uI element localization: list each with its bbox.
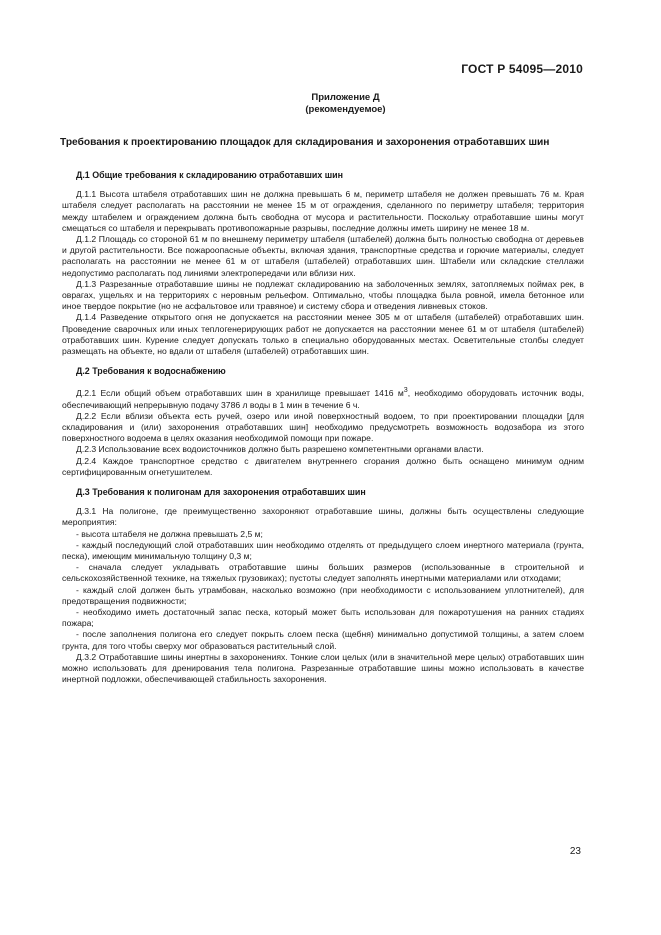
paragraph-d1-4: Д.1.4 Разведение открытого огня не допускается на расстоянии менее 305 м от штабеля (штабелей) отработавших шин. Проведение сварочных или иных теплогенерирующих работ не допускается на расстоянии менее 61 м от штабеля (штабелей) отработавших шин. Курение следует допускать только в специально оборудованных местах. Осветительные столбы следует размещать на объекте, но вдали от штабеля (штабелей) отработавших шин.	[62, 312, 584, 357]
paragraph-d1-2: Д.1.2 Площадь со стороной 61 м по внешнему периметру штабеля (штабелей) должна быть полностью свободна от деревьев и другой растительности. Все пожароопасные объекты, включая здания, транспортные средства и горючие материалы, следует располагать на расстоянии не менее 61 м от штабеля (штабелей) отработавших шин. Штабели или складские стеллажи недопустимо располагать под линиями электропередачи или вблизи них.	[62, 234, 584, 278]
paragraph-d2-3: Д.2.3 Использование всех водоисточников должно быть разрешено компетентными органами власти.	[76, 444, 484, 455]
main-title: Требования к проектированию площадок для складирования и захоронения отработавших шин	[60, 137, 550, 148]
paragraph-d1-1: Д.1.1 Высота штабеля отработавших шин не должна превышать 6 м, периметр штабеля не должен превышать 76 м. Края штабеля следует располагать на расстоянии не менее 15 м от ограждения, сделанного по периметру штабеля; территория между штабелем и ограждением должна быть свободна от мусора и растительности. Поскольку отработавшие шины могут смещаться со штабеля и перекрывать противопожарные разрывы, последние должны иметь ширину не менее 18 м.	[62, 189, 584, 233]
section-heading-d2: Д.2 Требования к водоснабжению	[76, 366, 226, 377]
standard-number: ГОСТ Р 54095—2010	[461, 62, 583, 76]
paragraph-d2-1-text-b: , необходимо оборудовать источник воды, обеспечивающий непрерывную подачу 3786 л воды в 1 мин в течение 6 ч.	[62, 388, 584, 410]
paragraph-d2-2: Д.2.2 Если вблизи объекта есть ручей, озеро или иной поверхностный водоем, то при проектировании площадки [для складирования и (или) захоронения отработавших шин] необходимо предусмотреть возможность водозабора из этого поверхностного водоема в целях оказания необходимой помощи при пожаре.	[62, 410, 584, 444]
superscript-cubic: 3	[403, 386, 408, 395]
paragraph-d2-4: Д.2.4 Каждое транспортное средство с двигателем внутреннего сгорания должно быть оснащено минимум одним сертифицированным огнетушителем.	[62, 455, 584, 477]
document-body	[62, 170, 584, 685]
annex-title: Приложение Д	[311, 92, 380, 103]
list-item: - сначала следует укладывать отработавшие шины больших размеров (использованные в строительной и сельскохозяйственной технике, на тяжелых грузовиках); пустоты следует заполнять инертными материалами или отходами;	[62, 562, 584, 584]
annex-heading	[0, 92, 661, 116]
paragraph-d3-2: Д.3.2 Отработавшие шины инертны в захоронениях. Тонкие слои целых (или в значительной мере целых) отработавших шин можно использовать для дренирования тела полигона. Разрезанные отработавшие шины можно использовать в качестве инертной подложки, обеспечивающей стабильность захоронения.	[62, 651, 584, 685]
paragraph-d3-1: Д.3.1 На полигоне, где преимущественно захороняют отработавшие шины, должны быть осуществлены следующие мероприятия:	[62, 506, 584, 528]
list-item: - каждый последующий слой отработавших шин необходимо отделять от предыдущего слоем инертного материала (грунта, песка), имеющим минимальную толщину 0,3 м;	[62, 539, 584, 561]
list-item: - необходимо иметь достаточный запас песка, который может быть использован для пожаротушения на ранних стадиях пожара;	[62, 606, 584, 629]
section-heading-d1: Д.1 Общие требования к складированию отработавших шин	[76, 170, 343, 180]
list-item: - высота штабеля не должна превышать 2,5 м;	[76, 528, 263, 539]
paragraph-d1-3: Д.1.3 Разрезанные отработавшие шины не подлежат складированию на заболоченных землях, затопляемых поймах рек, в оврагах, ущельях и на территориях с неровным рельефом. Оптимально, чтобы площадка была ровной, имела бетонное или иное твердое покрытие (но не асфальтовое или травяное) и систему сбора и отведения ливневых стоков.	[62, 278, 584, 312]
list-item: - каждый слой должен быть утрамбован, насколько возможно (при необходимости с использованием уплотнителей), для предотвращения подвижности;	[62, 584, 584, 606]
list-item: - после заполнения полигона его следует покрыть слоем песка (щебня) минимально допустимой толщины, а затем слоем грунта, для того чтобы сверху мог образоваться растительный слой.	[62, 629, 584, 651]
page-number: 23	[569, 846, 581, 857]
annex-status: (рекомендуемое)	[305, 104, 386, 115]
paragraph-d2-1-text-a: Д.2.1 Если общий объем отработавших шин в хранилище превышает 1416 м	[76, 388, 404, 399]
paragraph-d2-1	[62, 385, 584, 410]
section-heading-d3: Д.3 Требования к полигонам для захоронения отработавших шин	[76, 486, 366, 497]
